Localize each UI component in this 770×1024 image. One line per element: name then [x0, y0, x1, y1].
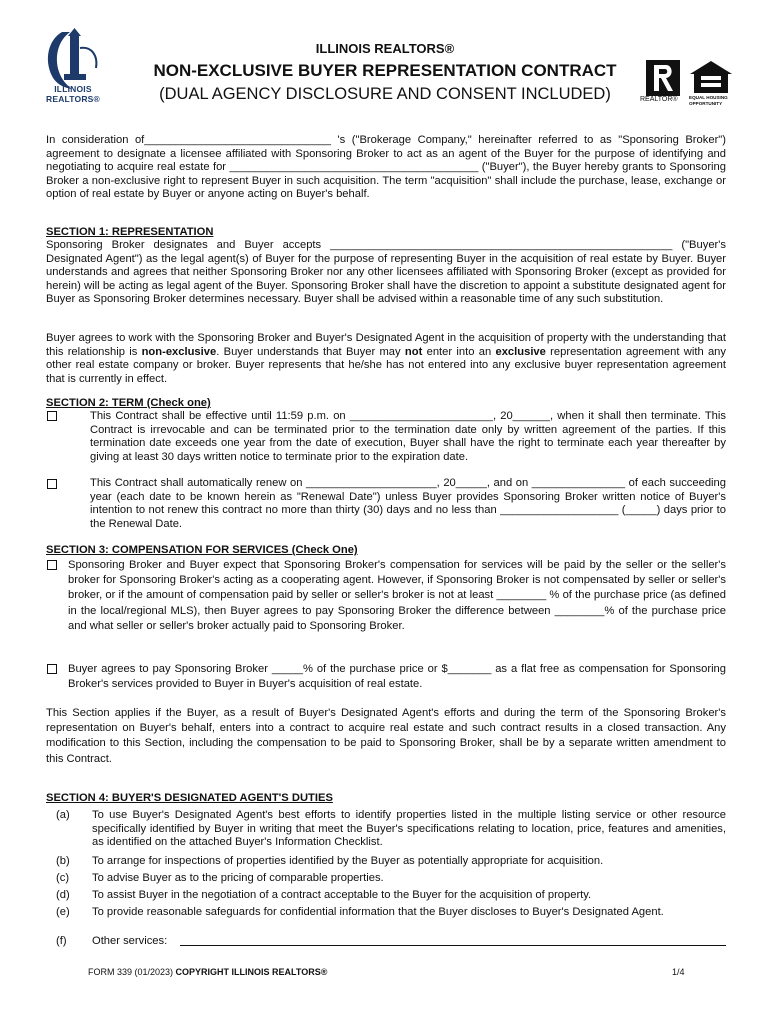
- p2-text-g: representation agreement with any other real estate company or broker. Buyer represents that he/she has not entered into any exclusive buyer representation agreement that is currently in effect.: [46, 345, 726, 385]
- section3-heading: SECTION 3: COMPENSATION FOR SERVICES (Check One): [46, 544, 358, 556]
- p2-text-e: enter into an: [422, 345, 496, 358]
- document-subtitle: (DUAL AGENCY DISCLOSURE AND CONSENT INCLUDED): [159, 85, 611, 103]
- duty-f-label: (f): [56, 935, 67, 947]
- compensation-option1-checkbox[interactable]: [47, 560, 57, 570]
- p2-bold-not: not: [404, 345, 423, 358]
- section1-paragraph2: [46, 332, 726, 386]
- footer-form-info: [88, 967, 327, 977]
- duty-b-label: (b): [56, 855, 70, 867]
- term-option1-text: This Contract shall be effective until 11:59 p.m. on _______________________, 20______, when it shall then terminate. This Contract is irrevocable and can be terminated prior to the termination date only by written agreement of the parties. If this termination date exceeds one year from the date of execution, Buyer shall have the right to terminate each year thereafter by giving at least 30 days written notice to terminate prior to the expiration date.: [90, 410, 726, 463]
- realtor-mark-label: REALTOR®: [640, 96, 678, 103]
- duty-d-text: To assist Buyer in the negotiation of a contract acceptable to the Buyer for the acquisition of property.: [92, 889, 592, 901]
- term-option1-checkbox[interactable]: [47, 411, 57, 421]
- p2-text-c: . Buyer understands that Buyer may: [216, 345, 405, 358]
- logo-text-line1: ILLINOIS: [54, 84, 92, 94]
- organization-name: ILLINOIS REALTORS®: [315, 41, 455, 56]
- term-option2-text: This Contract shall automatically renew on _____________________, 20_____, and on _______________ of each succeeding year (each date to be known herein as "Renewal Date") unless Buyer provides Sponsoring Broker written notice of Buyer's intention to not renew this contract no more than thirty (30) days and no less than ___________________ (_____) days prior to the Renewal Date.: [90, 477, 726, 530]
- p2-bold-exclusive: exclusive: [495, 345, 546, 358]
- section1-heading: SECTION 1: REPRESENTATION: [46, 226, 214, 238]
- footer-copyright: COPYRIGHT ILLINOIS REALTORS®: [175, 967, 328, 977]
- duty-e-text: To provide reasonable safeguards for confidential information that the Buyer discloses to Buyer's Designated Agent.: [92, 906, 664, 918]
- compensation-option2-text: Buyer agrees to pay Sponsoring Broker _____% of the purchase price or $_______ as a flat free as compensation for Sponsoring Broker's services provided to Buyer in Buyer's acquisition of real estate.: [68, 663, 726, 691]
- equal-housing-label: EQUAL HOUSING OPPORTUNITY: [689, 95, 728, 106]
- compensation-option2-checkbox[interactable]: [47, 664, 57, 674]
- section3-paragraph: This Section applies if the Buyer, as a result of Buyer's Designated Agent's efforts and during the term of the Sponsoring Broker's representation on Buyer's behalf, enters into a contract to acquire real estate and such contract results in a closed transaction. Any modification to this Section, including the compensation to be paid to Sponsoring Broker, shall be by a separate written amendment to this Contract.: [46, 707, 726, 765]
- term-option2-checkbox[interactable]: [47, 479, 57, 489]
- duty-d-label: (d): [56, 889, 70, 901]
- equal-housing-icon: [688, 60, 734, 94]
- compensation-option1-text: Sponsoring Broker and Buyer expect that Sponsoring Broker's compensation for services will be paid by the seller or the seller's broker for Sponsoring Broker's acting as a cooperating agent. However, if Sponsoring Broker is not compensated by seller or seller's broker, or if the amount of compensation paid by seller or seller's broker is not at least ________ % of the purchase price (as defined in the local/regional MLS), then Buyer agrees to pay Sponsoring Broker the difference between ________% of the purchase price and what seller or seller's broker actually paid to Sponsoring Broker.: [68, 559, 726, 632]
- duty-a-text: To use Buyer's Designated Agent's best efforts to identify properties listed in the multiple listing service or other resource specifically identified by Buyer in writing that meet the Buyer's specifications relating to location, price, features and amenities, as identified on the attached Buyer's Information Checklist.: [92, 809, 726, 849]
- p2-text-a: Buyer agrees to work with the Sponsoring Broker and Buyer's Designated Agent in the acquisition of property with the understanding that this relationship is: [46, 332, 726, 358]
- section2-heading: SECTION 2: TERM (Check one): [46, 397, 211, 409]
- p2-bold-nonexclusive: non-exclusive: [141, 345, 217, 358]
- duty-a-label: (a): [56, 809, 70, 821]
- realtor-r-logo: [646, 60, 680, 96]
- duty-c-label: (c): [56, 872, 70, 884]
- duty-b-text: To arrange for inspections of properties identified by the Buyer as potentially appropriate for acquisition.: [92, 855, 604, 867]
- intro-paragraph: In consideration of______________________________ 's ("Brokerage Company," hereinafter referred to as "Sponsoring Broker") agreement to designate a licensee affiliated with Sponsoring Broker to act as an agent of the Buyer for the purpose of identifying and negotiating to acquire real estate for ________________________________________ ("Buyer"), the Buyer hereby grants to Sponsoring Broker a non-exclusive right to represent Buyer in such acquisition. The term "acquisition" shall include the purchase, lease, exchange or option of real estate by Buyer or anyone acting on Buyer's behalf.: [46, 134, 726, 201]
- duty-c-text: To advise Buyer as to the pricing of comparable properties.: [92, 872, 384, 884]
- duty-e-label: (e): [56, 906, 70, 918]
- section1-paragraph1: Sponsoring Broker designates and Buyer accepts _______________________________________________________ ("Buyer's Designated Agent") as the legal agent(s) of Buyer for the purpose of representing Buyer in the acquisition of real estate by Buyer. Buyer understands and agrees that neither Sponsoring Broker nor any other licensees affiliated with Sponsoring Broker (except as provided for herein) will be acting as legal agent of the Buyer. Sponsoring Broker shall have the discretion to appoint a substitute designated agent for Buyer as Sponsoring Broker determines necessary. Buyer shall be advised within a reasonable time of any such substitution.: [46, 239, 726, 306]
- document-title: NON-EXCLUSIVE BUYER REPRESENTATION CONTRACT: [153, 61, 617, 80]
- section4-heading: SECTION 4: BUYER'S DESIGNATED AGENT'S DUTIES: [46, 792, 333, 804]
- duty-f-text: Other services:: [92, 935, 168, 947]
- page-number: 1/4: [672, 967, 685, 977]
- logo-text-line2: REALTORS®: [45, 94, 101, 104]
- logo-wordmark: [40, 84, 106, 104]
- other-services-field[interactable]: [180, 945, 726, 946]
- footer-form-number: FORM 339 (01/2023): [88, 967, 176, 977]
